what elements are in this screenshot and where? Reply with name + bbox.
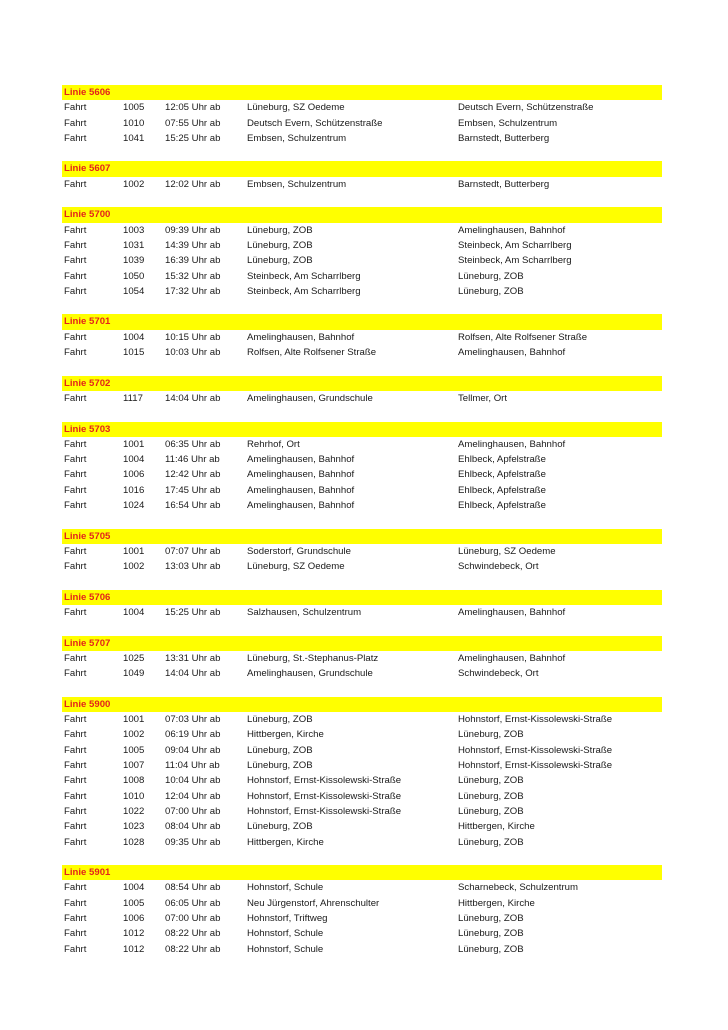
origin-stop: Embsen, Schulzentrum bbox=[247, 178, 347, 190]
trip-type: Fahrt bbox=[64, 392, 87, 404]
trip-row bbox=[62, 391, 662, 406]
origin-stop: Lüneburg, ZOB bbox=[247, 255, 313, 267]
origin-stop: Rehrhof, Ort bbox=[247, 438, 300, 450]
departure-time: 08:22 Uhr ab bbox=[165, 943, 221, 955]
line-section bbox=[62, 422, 662, 514]
trip-type: Fahrt bbox=[64, 454, 87, 466]
origin-stop: Amelinghausen, Bahnhof bbox=[247, 500, 355, 512]
destination-stop: Lüneburg, ZOB bbox=[458, 913, 524, 925]
origin-stop: Lüneburg, SZ Oedeme bbox=[247, 102, 345, 114]
trip-type: Fahrt bbox=[64, 469, 87, 481]
trip-type: Fahrt bbox=[64, 239, 87, 251]
destination-stop: Amelinghausen, Bahnhof bbox=[458, 224, 566, 236]
trip-number: 1006 bbox=[123, 913, 145, 925]
trip-row bbox=[62, 773, 662, 788]
origin-stop: Amelinghausen, Bahnhof bbox=[247, 469, 355, 481]
trip-row bbox=[62, 437, 662, 452]
departure-time: 13:31 Uhr ab bbox=[165, 652, 221, 664]
trip-type: Fahrt bbox=[64, 500, 87, 512]
trip-row bbox=[62, 896, 662, 911]
trip-number: 1050 bbox=[123, 270, 145, 282]
trip-number: 1006 bbox=[123, 469, 145, 481]
trip-type: Fahrt bbox=[64, 943, 87, 955]
departure-time: 06:19 Uhr ab bbox=[165, 729, 221, 741]
trip-row bbox=[62, 238, 662, 253]
origin-stop: Salzhausen, Schulzentrum bbox=[247, 607, 362, 619]
trip-type: Fahrt bbox=[64, 484, 87, 496]
destination-stop: Tellmer, Ort bbox=[458, 392, 508, 404]
trip-row bbox=[62, 498, 662, 513]
origin-stop: Amelinghausen, Grundschule bbox=[247, 392, 373, 404]
destination-stop: Amelinghausen, Bahnhof bbox=[458, 607, 566, 619]
destination-stop: Hittbergen, Kirche bbox=[458, 897, 535, 909]
schedule-document bbox=[62, 85, 662, 972]
trip-number: 1002 bbox=[123, 561, 145, 573]
line-header: Linie 5702 bbox=[62, 376, 662, 391]
destination-stop: Lüneburg, ZOB bbox=[458, 943, 524, 955]
trip-row bbox=[62, 177, 662, 192]
trip-row bbox=[62, 666, 662, 681]
destination-stop: Ehlbeck, Apfelstraße bbox=[458, 454, 546, 466]
origin-stop: Hittbergen, Kirche bbox=[247, 836, 324, 848]
departure-time: 17:32 Uhr ab bbox=[165, 285, 221, 297]
line-section bbox=[62, 636, 662, 682]
trip-type: Fahrt bbox=[64, 897, 87, 909]
line-header: Linie 5701 bbox=[62, 314, 662, 329]
destination-stop: Rolfsen, Alte Rolfsener Straße bbox=[458, 331, 588, 343]
trip-number: 1023 bbox=[123, 821, 145, 833]
trip-number: 1004 bbox=[123, 882, 145, 894]
line-section bbox=[62, 697, 662, 850]
line-header: Linie 5706 bbox=[62, 590, 662, 605]
trip-row bbox=[62, 131, 662, 146]
destination-stop: Lüneburg, ZOB bbox=[458, 285, 524, 297]
trip-row bbox=[62, 223, 662, 238]
origin-stop: Hohnstorf, Triftweg bbox=[247, 913, 328, 925]
departure-time: 12:04 Uhr ab bbox=[165, 790, 221, 802]
line-header: Linie 5705 bbox=[62, 529, 662, 544]
destination-stop: Ehlbeck, Apfelstraße bbox=[458, 500, 546, 512]
departure-time: 14:04 Uhr ab bbox=[165, 668, 221, 680]
trip-number: 1012 bbox=[123, 928, 145, 940]
destination-stop: Schwindebeck, Ort bbox=[458, 668, 539, 680]
destination-stop: Steinbeck, Am Scharrlberg bbox=[458, 239, 572, 251]
trip-row bbox=[62, 100, 662, 115]
trip-row bbox=[62, 559, 662, 574]
trip-number: 1025 bbox=[123, 652, 145, 664]
departure-time: 15:25 Uhr ab bbox=[165, 132, 221, 144]
trip-row bbox=[62, 804, 662, 819]
destination-stop: Lüneburg, ZOB bbox=[458, 790, 524, 802]
destination-stop: Amelinghausen, Bahnhof bbox=[458, 347, 566, 359]
departure-time: 08:22 Uhr ab bbox=[165, 928, 221, 940]
trip-number: 1002 bbox=[123, 178, 145, 190]
destination-stop: Lüneburg, ZOB bbox=[458, 729, 524, 741]
trip-number: 1004 bbox=[123, 454, 145, 466]
trip-type: Fahrt bbox=[64, 928, 87, 940]
line-section bbox=[62, 376, 662, 407]
destination-stop: Lüneburg, ZOB bbox=[458, 805, 524, 817]
departure-time: 15:32 Uhr ab bbox=[165, 270, 221, 282]
trip-row bbox=[62, 942, 662, 957]
trip-number: 1031 bbox=[123, 239, 145, 251]
origin-stop: Hohnstorf, Schule bbox=[247, 882, 324, 894]
origin-stop: Neu Jürgenstorf, Ahrenschulter bbox=[247, 897, 380, 909]
trip-number: 1002 bbox=[123, 729, 145, 741]
destination-stop: Lüneburg, SZ Oedeme bbox=[458, 545, 556, 557]
destination-stop: Hohnstorf, Ernst-Kissolewski-Straße bbox=[458, 744, 613, 756]
origin-stop: Amelinghausen, Bahnhof bbox=[247, 331, 355, 343]
line-section bbox=[62, 865, 662, 957]
origin-stop: Deutsch Evern, Schützenstraße bbox=[247, 117, 383, 129]
trip-row bbox=[62, 467, 662, 482]
trip-number: 1004 bbox=[123, 331, 145, 343]
origin-stop: Embsen, Schulzentrum bbox=[247, 132, 347, 144]
trip-row bbox=[62, 789, 662, 804]
trip-row bbox=[62, 926, 662, 941]
line-section bbox=[62, 314, 662, 360]
trip-row bbox=[62, 605, 662, 620]
trip-row bbox=[62, 727, 662, 742]
trip-type: Fahrt bbox=[64, 805, 87, 817]
trip-type: Fahrt bbox=[64, 760, 87, 772]
origin-stop: Amelinghausen, Bahnhof bbox=[247, 454, 355, 466]
trip-number: 1015 bbox=[123, 347, 145, 359]
destination-stop: Ehlbeck, Apfelstraße bbox=[458, 469, 546, 481]
departure-time: 08:54 Uhr ab bbox=[165, 882, 221, 894]
trip-number: 1005 bbox=[123, 744, 145, 756]
trip-type: Fahrt bbox=[64, 270, 87, 282]
origin-stop: Hohnstorf, Schule bbox=[247, 928, 324, 940]
trip-number: 1016 bbox=[123, 484, 145, 496]
departure-time: 12:02 Uhr ab bbox=[165, 178, 221, 190]
trip-row bbox=[62, 452, 662, 467]
trip-row bbox=[62, 253, 662, 268]
trip-type: Fahrt bbox=[64, 775, 87, 787]
departure-time: 10:03 Uhr ab bbox=[165, 347, 221, 359]
trip-row bbox=[62, 819, 662, 834]
trip-type: Fahrt bbox=[64, 224, 87, 236]
departure-time: 06:05 Uhr ab bbox=[165, 897, 221, 909]
line-header: Linie 5606 bbox=[62, 85, 662, 100]
line-section bbox=[62, 85, 662, 146]
departure-time: 10:04 Uhr ab bbox=[165, 775, 221, 787]
trip-type: Fahrt bbox=[64, 331, 87, 343]
trip-number: 1003 bbox=[123, 224, 145, 236]
origin-stop: Hohnstorf, Ernst-Kissolewski-Straße bbox=[247, 790, 402, 802]
trip-number: 1054 bbox=[123, 285, 145, 297]
trip-number: 1004 bbox=[123, 607, 145, 619]
destination-stop: Hohnstorf, Ernst-Kissolewski-Straße bbox=[458, 714, 613, 726]
trip-type: Fahrt bbox=[64, 744, 87, 756]
trip-type: Fahrt bbox=[64, 790, 87, 802]
trip-number: 1012 bbox=[123, 943, 145, 955]
trip-row bbox=[62, 880, 662, 895]
destination-stop: Scharnebeck, Schulzentrum bbox=[458, 882, 578, 894]
origin-stop: Rolfsen, Alte Rolfsener Straße bbox=[247, 347, 377, 359]
destination-stop: Steinbeck, Am Scharrlberg bbox=[458, 255, 572, 267]
line-header: Linie 5900 bbox=[62, 697, 662, 712]
origin-stop: Steinbeck, Am Scharrlberg bbox=[247, 285, 361, 297]
trip-type: Fahrt bbox=[64, 714, 87, 726]
origin-stop: Amelinghausen, Bahnhof bbox=[247, 484, 355, 496]
destination-stop: Lüneburg, ZOB bbox=[458, 775, 524, 787]
trip-row bbox=[62, 284, 662, 299]
line-section bbox=[62, 529, 662, 575]
destination-stop: Amelinghausen, Bahnhof bbox=[458, 652, 566, 664]
origin-stop: Lüneburg, ZOB bbox=[247, 760, 313, 772]
trip-row bbox=[62, 758, 662, 773]
origin-stop: Steinbeck, Am Scharrlberg bbox=[247, 270, 361, 282]
departure-time: 07:03 Uhr ab bbox=[165, 714, 221, 726]
departure-time: 11:46 Uhr ab bbox=[165, 454, 220, 466]
trip-type: Fahrt bbox=[64, 285, 87, 297]
destination-stop: Deutsch Evern, Schützenstraße bbox=[458, 102, 594, 114]
origin-stop: Hohnstorf, Schule bbox=[247, 943, 324, 955]
line-section bbox=[62, 161, 662, 192]
trip-number: 1049 bbox=[123, 668, 145, 680]
line-header: Linie 5700 bbox=[62, 207, 662, 222]
departure-time: 17:45 Uhr ab bbox=[165, 484, 221, 496]
trip-row bbox=[62, 483, 662, 498]
destination-stop: Schwindebeck, Ort bbox=[458, 561, 539, 573]
trip-type: Fahrt bbox=[64, 913, 87, 925]
trip-number: 1010 bbox=[123, 117, 145, 129]
trip-type: Fahrt bbox=[64, 102, 87, 114]
trip-type: Fahrt bbox=[64, 347, 87, 359]
origin-stop: Lüneburg, ZOB bbox=[247, 714, 313, 726]
trip-type: Fahrt bbox=[64, 652, 87, 664]
line-header: Linie 5707 bbox=[62, 636, 662, 651]
line-section bbox=[62, 590, 662, 621]
departure-time: 09:35 Uhr ab bbox=[165, 836, 221, 848]
trip-row bbox=[62, 116, 662, 131]
line-header: Linie 5607 bbox=[62, 161, 662, 176]
departure-time: 07:00 Uhr ab bbox=[165, 805, 221, 817]
trip-row bbox=[62, 712, 662, 727]
trip-number: 1008 bbox=[123, 775, 145, 787]
departure-time: 13:03 Uhr ab bbox=[165, 561, 221, 573]
departure-time: 12:05 Uhr ab bbox=[165, 102, 221, 114]
trip-number: 1007 bbox=[123, 760, 145, 772]
trip-type: Fahrt bbox=[64, 607, 87, 619]
trip-type: Fahrt bbox=[64, 882, 87, 894]
trip-row bbox=[62, 911, 662, 926]
origin-stop: Lüneburg, ZOB bbox=[247, 224, 313, 236]
trip-number: 1041 bbox=[123, 132, 145, 144]
trip-type: Fahrt bbox=[64, 132, 87, 144]
trip-row bbox=[62, 544, 662, 559]
destination-stop: Lüneburg, ZOB bbox=[458, 270, 524, 282]
departure-time: 11:04 Uhr ab bbox=[165, 760, 220, 772]
trip-row bbox=[62, 330, 662, 345]
departure-time: 07:00 Uhr ab bbox=[165, 913, 221, 925]
trip-row bbox=[62, 651, 662, 666]
origin-stop: Lüneburg, ZOB bbox=[247, 821, 313, 833]
departure-time: 14:39 Uhr ab bbox=[165, 239, 221, 251]
departure-time: 16:54 Uhr ab bbox=[165, 500, 221, 512]
origin-stop: Hohnstorf, Ernst-Kissolewski-Straße bbox=[247, 775, 402, 787]
trip-number: 1001 bbox=[123, 438, 145, 450]
trip-type: Fahrt bbox=[64, 117, 87, 129]
origin-stop: Lüneburg, SZ Oedeme bbox=[247, 561, 345, 573]
origin-stop: Hohnstorf, Ernst-Kissolewski-Straße bbox=[247, 805, 402, 817]
destination-stop: Amelinghausen, Bahnhof bbox=[458, 438, 566, 450]
trip-number: 1039 bbox=[123, 255, 145, 267]
trip-number: 1028 bbox=[123, 836, 145, 848]
origin-stop: Lüneburg, ZOB bbox=[247, 744, 313, 756]
trip-type: Fahrt bbox=[64, 729, 87, 741]
departure-time: 12:42 Uhr ab bbox=[165, 469, 221, 481]
trip-type: Fahrt bbox=[64, 836, 87, 848]
departure-time: 14:04 Uhr ab bbox=[165, 392, 221, 404]
origin-stop: Soderstorf, Grundschule bbox=[247, 545, 351, 557]
line-section bbox=[62, 207, 662, 299]
trip-number: 1001 bbox=[123, 714, 145, 726]
destination-stop: Embsen, Schulzentrum bbox=[458, 117, 558, 129]
departure-time: 10:15 Uhr ab bbox=[165, 331, 221, 343]
destination-stop: Ehlbeck, Apfelstraße bbox=[458, 484, 546, 496]
trip-row bbox=[62, 835, 662, 850]
trip-type: Fahrt bbox=[64, 561, 87, 573]
destination-stop: Hittbergen, Kirche bbox=[458, 821, 535, 833]
trip-type: Fahrt bbox=[64, 545, 87, 557]
departure-time: 15:25 Uhr ab bbox=[165, 607, 221, 619]
line-header: Linie 5901 bbox=[62, 865, 662, 880]
origin-stop: Lüneburg, ZOB bbox=[247, 239, 313, 251]
trip-number: 1005 bbox=[123, 102, 145, 114]
departure-time: 09:39 Uhr ab bbox=[165, 224, 221, 236]
trip-type: Fahrt bbox=[64, 821, 87, 833]
trip-number: 1001 bbox=[123, 545, 145, 557]
trip-type: Fahrt bbox=[64, 438, 87, 450]
trip-number: 1117 bbox=[123, 392, 143, 404]
destination-stop: Barnstedt, Butterberg bbox=[458, 132, 550, 144]
trip-row bbox=[62, 269, 662, 284]
destination-stop: Hohnstorf, Ernst-Kissolewski-Straße bbox=[458, 760, 613, 772]
trip-row bbox=[62, 345, 662, 360]
trip-number: 1024 bbox=[123, 500, 145, 512]
destination-stop: Lüneburg, ZOB bbox=[458, 928, 524, 940]
trip-number: 1005 bbox=[123, 897, 145, 909]
trip-number: 1022 bbox=[123, 805, 145, 817]
trip-row bbox=[62, 743, 662, 758]
departure-time: 07:07 Uhr ab bbox=[165, 545, 221, 557]
origin-stop: Amelinghausen, Grundschule bbox=[247, 668, 373, 680]
line-header: Linie 5703 bbox=[62, 422, 662, 437]
trip-number: 1010 bbox=[123, 790, 145, 802]
trip-type: Fahrt bbox=[64, 178, 87, 190]
origin-stop: Hittbergen, Kirche bbox=[247, 729, 324, 741]
destination-stop: Barnstedt, Butterberg bbox=[458, 178, 550, 190]
departure-time: 09:04 Uhr ab bbox=[165, 744, 221, 756]
departure-time: 06:35 Uhr ab bbox=[165, 438, 221, 450]
departure-time: 07:55 Uhr ab bbox=[165, 117, 221, 129]
departure-time: 08:04 Uhr ab bbox=[165, 821, 221, 833]
departure-time: 16:39 Uhr ab bbox=[165, 255, 221, 267]
origin-stop: Lüneburg, St.-Stephanus-Platz bbox=[247, 652, 379, 664]
destination-stop: Lüneburg, ZOB bbox=[458, 836, 524, 848]
trip-type: Fahrt bbox=[64, 255, 87, 267]
trip-type: Fahrt bbox=[64, 668, 87, 680]
